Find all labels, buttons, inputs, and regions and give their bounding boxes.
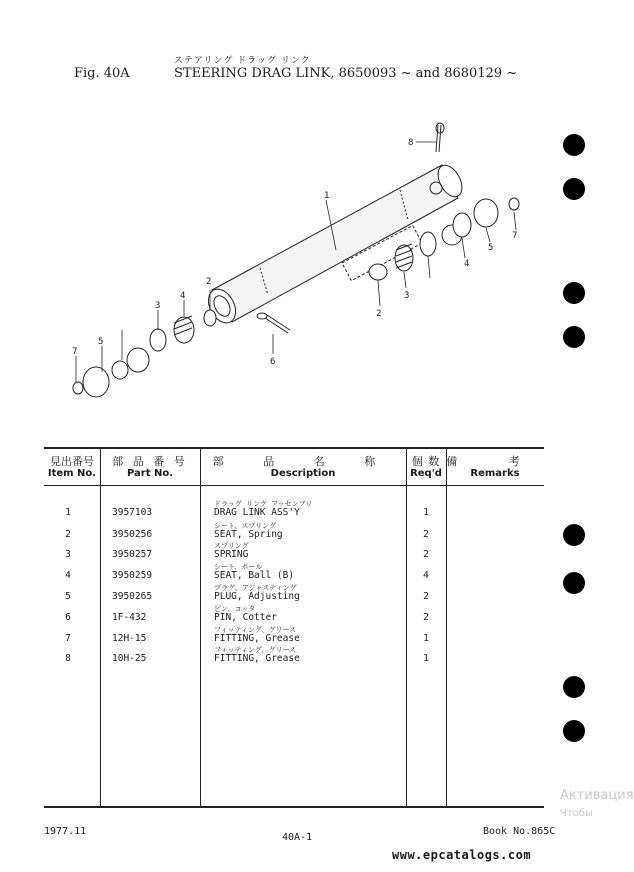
row-description: FITTING, Grease	[214, 653, 300, 664]
figure-title-kana: ステアリング ドラッグ リンク	[174, 56, 311, 66]
table-row	[44, 564, 544, 584]
callout-number: 5	[98, 337, 104, 347]
header-remarks-en: Remarks	[470, 468, 520, 479]
table-row	[44, 523, 544, 543]
table-row	[44, 585, 544, 605]
exploded-parts-diagram	[60, 120, 540, 420]
row-part-number: 3950256	[112, 529, 153, 540]
row-kana: プラグ、アジャスティング	[214, 584, 297, 592]
cotter-pin-top	[436, 123, 444, 152]
table-bottom-rule	[44, 806, 544, 808]
row-description: SEAT, Ball (B)	[214, 570, 295, 581]
table-top-rule	[44, 447, 544, 449]
header-item-en: Item No.	[47, 468, 97, 479]
binder-hole	[563, 572, 585, 594]
table-header-rule	[44, 485, 544, 486]
binder-hole	[563, 326, 585, 348]
row-kana: シート、ボール	[214, 563, 263, 571]
row-item-number: 1	[65, 507, 71, 518]
row-description: SEAT, Spring	[214, 529, 283, 540]
row-item-number: 6	[65, 612, 71, 623]
row-quantity: 2	[423, 591, 429, 602]
binder-hole	[563, 282, 585, 304]
left-end-assembly	[73, 310, 216, 397]
table-row	[44, 543, 544, 563]
activation-watermark: Активация	[560, 788, 634, 803]
callout-number: 2	[376, 309, 382, 319]
table-row	[44, 627, 544, 647]
row-item-number: 3	[65, 549, 71, 560]
table-row	[44, 606, 544, 626]
callout-number: 2	[206, 277, 212, 287]
row-quantity: 1	[423, 633, 429, 644]
row-item-number: 5	[65, 591, 71, 602]
binder-hole	[563, 178, 585, 200]
header-qty-en: Req'd	[410, 468, 442, 479]
row-part-number: 3950259	[112, 570, 153, 581]
row-part-number: 12H-15	[112, 633, 147, 644]
footer-date: 1977.11	[44, 826, 87, 837]
row-quantity: 4	[423, 570, 429, 581]
footer-page-number: 40A-1	[282, 832, 313, 843]
header-part-en: Part No.	[126, 468, 174, 479]
callout-number: 8	[408, 138, 414, 148]
row-part-number: 3950265	[112, 591, 153, 602]
row-item-number: 2	[65, 529, 71, 540]
row-kana: フィッティング、グリース	[214, 646, 297, 654]
callout-number: 3	[155, 301, 161, 311]
row-part-number: 3950257	[112, 549, 153, 560]
callout-number: 6	[270, 357, 276, 367]
row-item-number: 7	[65, 633, 71, 644]
header-desc-en: Description	[270, 468, 336, 479]
row-kana: ピン、コッタ	[214, 605, 256, 613]
header-item-jp: 見出番号	[50, 455, 94, 468]
parts-table	[44, 447, 544, 807]
callout-number: 5	[488, 243, 494, 253]
binder-hole	[563, 524, 585, 546]
header-qty-jp: 個 数	[411, 455, 441, 468]
callout-number: 4	[180, 291, 186, 301]
table-row	[44, 501, 544, 521]
callout-number: 4	[464, 259, 470, 269]
header-part-jp: 部 品 番 号	[112, 455, 188, 468]
header-desc-jp: 部 品 名 称	[212, 455, 394, 468]
row-part-number: 3957103	[112, 507, 153, 518]
row-part-number: 10H-25	[112, 653, 147, 664]
row-quantity: 2	[423, 529, 429, 540]
callout-number: 1	[324, 191, 330, 201]
row-quantity: 1	[423, 653, 429, 664]
row-kana: ドラッグ リンク アッセンブリ	[214, 500, 313, 508]
callout-number: 3	[404, 291, 410, 301]
row-quantity: 1	[423, 507, 429, 518]
row-kana: スプリング	[214, 542, 249, 550]
row-description: FITTING, Grease	[214, 633, 300, 644]
row-quantity: 2	[423, 612, 429, 623]
row-part-number: 1F-432	[112, 612, 147, 623]
footer-book-number: Book No.865C	[483, 826, 556, 837]
footer-website-link[interactable]: www.epcatalogs.com	[392, 848, 532, 862]
row-quantity: 2	[423, 549, 429, 560]
row-description: PLUG, Adjusting	[214, 591, 300, 602]
binder-hole	[563, 676, 585, 698]
row-kana: フィッティング、グリース	[214, 626, 297, 634]
header-remarks-jp: 備 考	[446, 455, 544, 468]
binder-hole	[563, 134, 585, 156]
callout-number: 7	[512, 231, 518, 241]
binder-hole	[563, 720, 585, 742]
row-item-number: 4	[65, 570, 71, 581]
row-description: PIN, Cotter	[214, 612, 277, 623]
row-kana: シート、スプリング	[214, 522, 276, 530]
table-row	[44, 647, 544, 667]
callout-number: 7	[72, 347, 78, 357]
row-description: DRAG LINK ASS'Y	[214, 507, 300, 518]
figure-label: Fig. 40A	[74, 66, 130, 81]
row-description: SPRING	[214, 549, 249, 560]
row-item-number: 8	[65, 653, 71, 664]
cotter-pin-lower	[257, 313, 290, 333]
figure-title: STEERING DRAG LINK, 8650093 ~ and 8680129 ~	[174, 66, 518, 81]
activation-watermark-sub: Чтобы	[560, 808, 593, 819]
